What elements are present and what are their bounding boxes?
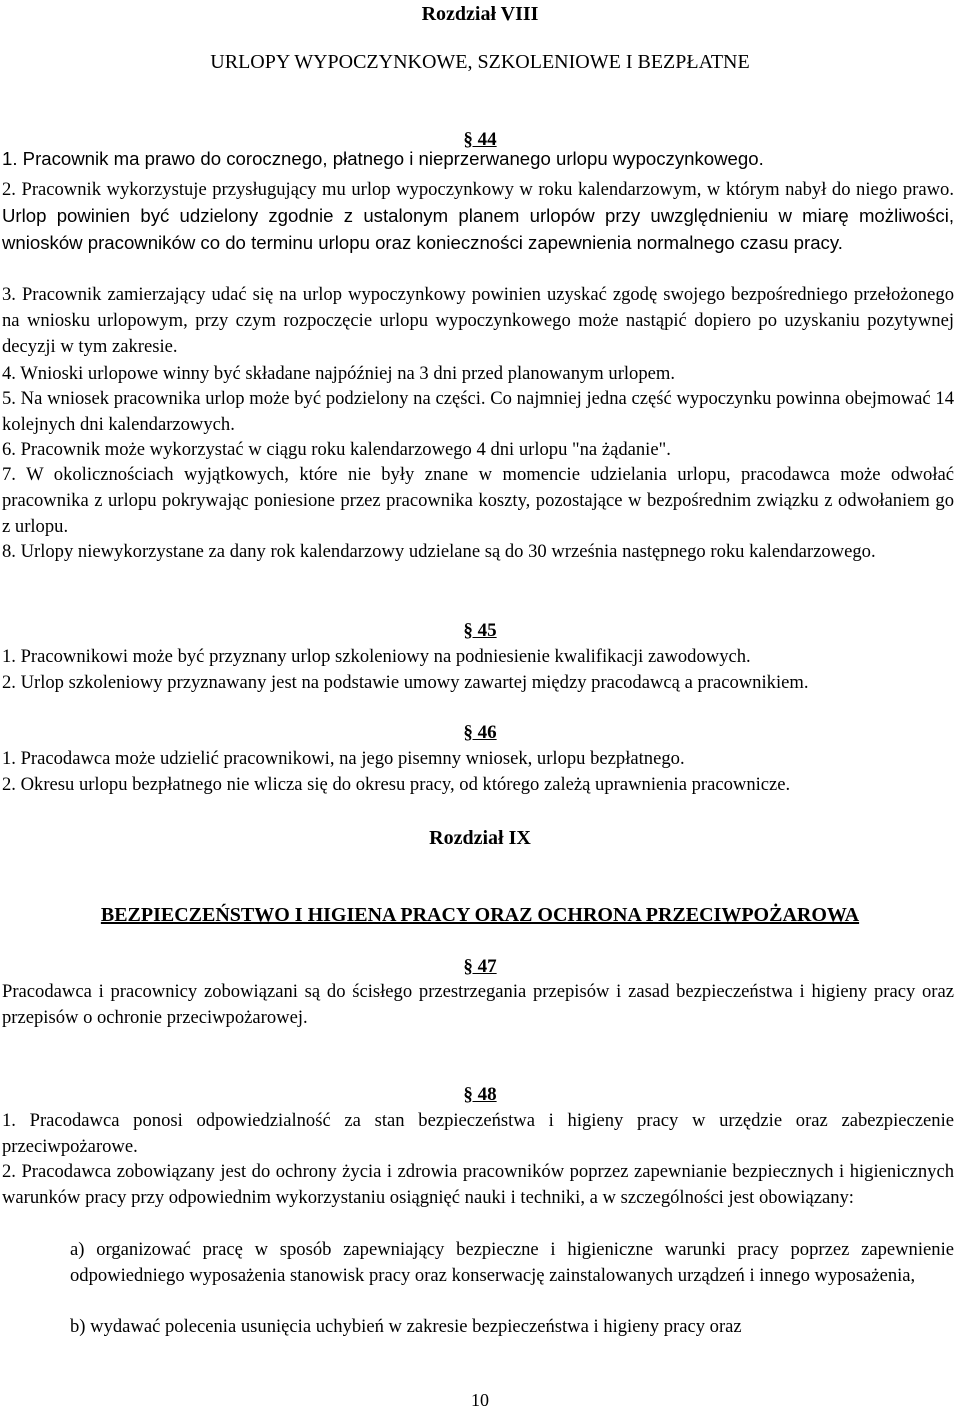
s45-paragraph-2: 2. Urlop szkoleniowy przyznawany jest na podstawie umowy zawartej między pracodawcą a pracownikiem. [2, 672, 809, 693]
s44-paragraph-2-part-1: 2. Pracownik wykorzystuje przysługujący mu urlop wypoczynkowy w roku kalendarzowym, w którym nabył do niego prawo. [2, 179, 954, 200]
chapter-8-title: Rozdział VIII [421, 3, 539, 25]
section-45-title: § 45 [463, 620, 497, 641]
section-44-title: § 44 [463, 129, 497, 150]
section-47-title: § 47 [463, 956, 497, 977]
chapter-9-title: Rozdział IX [429, 827, 531, 849]
s48-paragraph-1: 1. Pracodawca ponosi odpowiedzialność za stan bezpieczeństwa i higieny pracy w urzędzie oraz zabezpieczenie przeciwpożarowe. [2, 1110, 954, 1157]
s46-paragraph-1: 1. Pracodawca może udzielić pracownikowi, na jego pisemny wniosek, urlopu bezpłatnego. [2, 748, 685, 769]
page-number: 10 [471, 1390, 489, 1410]
s44-paragraph-8: 8. Urlopy niewykorzystane za dany rok kalendarzowy udzielane są do 30 września następnego roku kalendarzowego. [2, 541, 876, 562]
s45-paragraph-1: 1. Pracownikowi może być przyznany urlop szkoleniowy na podniesienie kwalifikacji zawodowych. [2, 646, 751, 667]
s44-paragraph-1: 1. Pracownik ma prawo do corocznego, płatnego i nieprzerwanego urlopu wypoczynkowego. [2, 148, 764, 169]
section-46-title: § 46 [463, 722, 497, 743]
s44-paragraph-3: 3. Pracownik zamierzający udać się na urlop wypoczynkowy powinien uzyskać zgodę swojego bezpośredniego przełożonego na wniosku urlopowym, przy czym rozpoczęcie urlopu wypoczynkowego może nastąpić dopiero po uzyskaniu pozytywnej decyzji w tym zakresie. [2, 284, 954, 357]
s48-item-a: a) organizować pracę w sposób zapewniający bezpieczne i higieniczne warunki pracy poprzez zapewnienie odpowiedniego wyposażenia stanowisk pracy oraz konserwację zainstalowanych urządzeń i innego wyposażenia, [70, 1239, 954, 1286]
s44-paragraph-2 [2, 176, 954, 257]
s44-paragraph-7: 7. W okolicznościach wyjątkowych, które nie były znane w momencie udzielania urlopu, pracodawca może odwołać pracownika z urlopu pokrywając poniesione przez pracownika koszty, pozostające w bezpośrednim związku z odwołaniem go z urlopu. [2, 464, 954, 537]
s44-paragraph-6: 6. Pracownik może wykorzystać w ciągu roku kalendarzowego 4 dni urlopu "na żądanie". [2, 439, 671, 460]
s44-paragraph-5: 5. Na wniosek pracownika urlop może być podzielony na części. Co najmniej jedna część wypoczynku powinna obejmować 14 kolejnych dni kalendarzowych. [2, 388, 954, 435]
s44-paragraph-2-part-2: Urlop powinien być udzielony zgodnie z ustalonym planem urlopów przy uwzględnieniu w miarę możliwości, wniosków pracowników co do terminu urlopu oraz konieczności zapewnienia normalnego czasu pracy. [2, 205, 954, 253]
s48-paragraph-2: 2. Pracodawca zobowiązany jest do ochrony życia i zdrowia pracowników poprzez zapewnianie bezpiecznych i higienicznych warunków pracy przy odpowiednim wykorzystaniu osiągnięć nauki i techniki, a w szczególności jest obowiązany: [2, 1161, 954, 1208]
section-48-title: § 48 [463, 1084, 497, 1105]
s47-paragraph-1: Pracodawca i pracownicy zobowiązani są do ścisłego przestrzegania przepisów i zasad bezpieczeństwa i higieny pracy oraz przepisów o ochronie przeciwpożarowej. [2, 981, 954, 1028]
s44-paragraph-4: 4. Wnioski urlopowe winny być składane najpóźniej na 3 dni przed planowanym urlopem. [2, 363, 676, 384]
s48-item-b: b) wydawać polecenia usunięcia uchybień w zakresie bezpieczeństwa i higieny pracy oraz [70, 1316, 742, 1337]
chapter-9-subtitle: BEZPIECZEŃSTWO I HIGIENA PRACY ORAZ OCHRONA PRZECIWPOŻAROWA [100, 904, 860, 926]
chapter-8-subtitle: URLOPY WYPOCZYNKOWE, SZKOLENIOWE I BEZPŁATNE [210, 51, 750, 73]
s46-paragraph-2: 2. Okresu urlopu bezpłatnego nie wlicza się do okresu pracy, od którego zależą uprawnienia pracownicze. [2, 774, 791, 795]
